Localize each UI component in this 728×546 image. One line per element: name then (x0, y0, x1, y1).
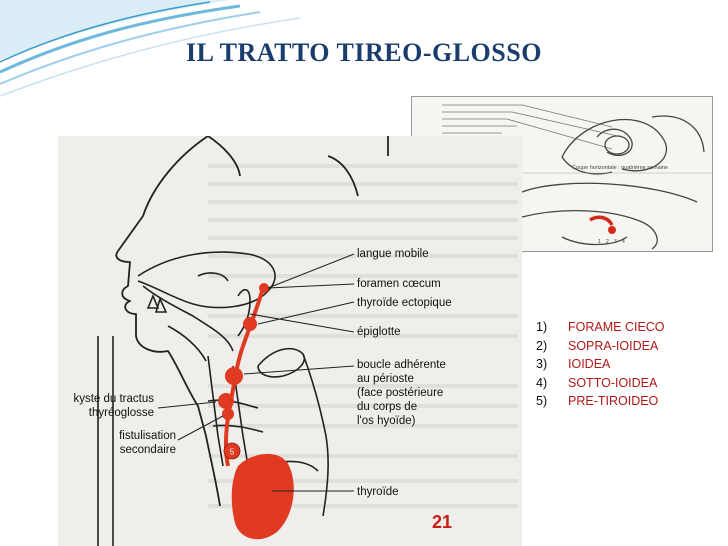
list-item: 1) FORAME CIECO (536, 320, 665, 334)
list-item: 3) IOIDEA (536, 357, 611, 371)
label-thyroide-ectopique: thyroïde ectopique (357, 297, 452, 309)
list-item: 5) PRE-TIROIDEO (536, 394, 659, 408)
label-epiglotte: épiglotte (357, 326, 401, 338)
cyst-nodule (218, 393, 234, 409)
svg-text:4: 4 (622, 239, 625, 245)
label-boucle-5: l'os hyoïde) (357, 415, 416, 427)
list-item: 2) SOPRA-IOIDEA (536, 338, 659, 353)
ectopic-thyroid-nodule (243, 317, 257, 331)
main-anatomy-figure (58, 136, 522, 546)
label-fistulisation-2: secondaire (119, 444, 176, 456)
label-boucle-3: (face postérieure (357, 387, 444, 399)
foramen-caecum-dot (259, 283, 269, 293)
label-kyste-2: thyréoglosse (88, 407, 154, 419)
label-boucle-2: au périoste (357, 373, 414, 385)
label-boucle-4: du corps de (357, 401, 418, 413)
inset-thyroid-bud (608, 226, 616, 234)
label-foramen-caecum: foramen cœcum (357, 278, 441, 290)
hyoid-loop-nodule (225, 367, 243, 385)
inset-caption: Coupe horizontale : quatrième semaine (572, 165, 669, 171)
label-langue-mobile: langue mobile (357, 248, 429, 260)
list-item: 4) SOTTO-IOIDEA (536, 375, 658, 390)
label-boucle-1: boucle adhérente (357, 359, 446, 371)
label-thyroide: thyroïde (357, 486, 399, 498)
svg-text:1: 1 (598, 239, 601, 245)
fistula-nodule (222, 408, 234, 420)
svg-text:3: 3 (614, 239, 617, 245)
label-kyste-1: kyste du tractus (73, 393, 154, 405)
svg-text:2: 2 (606, 239, 609, 245)
label-fistulisation-1: fistulisation (119, 430, 176, 442)
slide-title: IL TRATTO TIREO-GLOSSO (186, 38, 542, 67)
svg-text:5: 5 (229, 447, 235, 457)
tract-segments-list (536, 318, 665, 411)
page-number: 21 (432, 512, 453, 532)
